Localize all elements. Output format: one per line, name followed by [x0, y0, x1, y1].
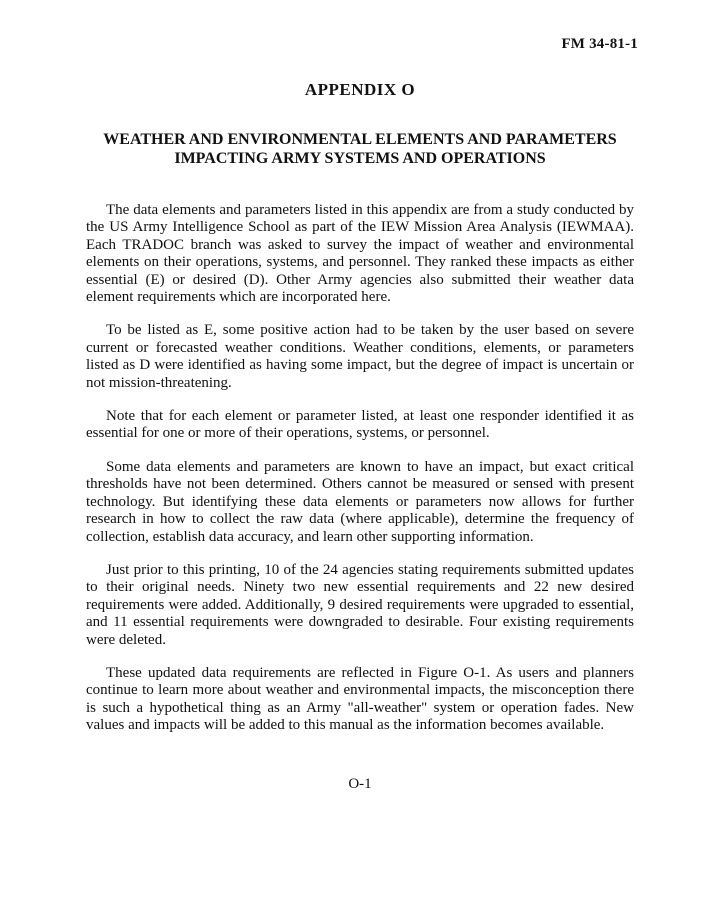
paragraph-intro: The data elements and parameters listed in this appendix are from a study conducted by the US Army Intelligence School as part of the IEW Mission Area Analysis (IEWMAA). Each TRADOC branch was asked to survey the impact of weather and environmental elements on their operations, systems, and personnel. They ranked these impacts as either essential (E) or desired (D). Other Army agencies also submitted their weather data element requirements which are incorporated here. [86, 202, 634, 306]
paragraph-thresholds: Some data elements and parameters are known to have an impact, but exact critical thresholds have not been determined. Others cannot be measured or sensed with present technology. But identifying these data elements or parameters now allows for further research in how to collect the raw data (where applicable), determine the frequency of collection, establish data accuracy, and learn other supporting information. [86, 458, 634, 545]
subtitle-line: WEATHER AND ENVIRONMENTAL ELEMENTS AND PARAMETERS [103, 131, 617, 148]
page-number: O-1 [348, 776, 372, 792]
paragraph-note: Note that for each element or parameter listed, at least one responder identified it as essential for one or more of their operations, systems, or personnel. [86, 408, 634, 442]
paragraph-figure-reference: These updated data requirements are reflected in Figure O-1. As users and planners continue to learn more about weather and environmental impacts, the misconception there is such a hypothetical thing as an Army "all-weather" system or operation fades. New values and impacts will be added to this manual as the information becomes available. [86, 664, 634, 734]
appendix-subtitle [60, 130, 660, 168]
document-code: FM 34-81-1 [561, 36, 638, 52]
paragraph-updates: Just prior to this printing, 10 of the 24 agencies stating requirements submitted updates to their original needs. Ninety two new essential requirements and 22 new desired requirements were added. Additionally, 9 desired requirements were upgraded to essential, and 11 essential requirements were downgraded to desirable. Four existing requirements were deleted. [86, 561, 634, 648]
appendix-title: APPENDIX O [304, 80, 416, 99]
subtitle-line: IMPACTING ARMY SYSTEMS AND OPERATIONS [174, 150, 546, 167]
paragraph-essential-definition: To be listed as E, some positive action had to be taken by the user based on severe current or forecasted weather conditions. Weather conditions, elements, or parameters listed as D were identified as having some impact, but the degree of impact is uncertain or not mission-threatening. [86, 322, 634, 391]
body-text [86, 202, 634, 751]
